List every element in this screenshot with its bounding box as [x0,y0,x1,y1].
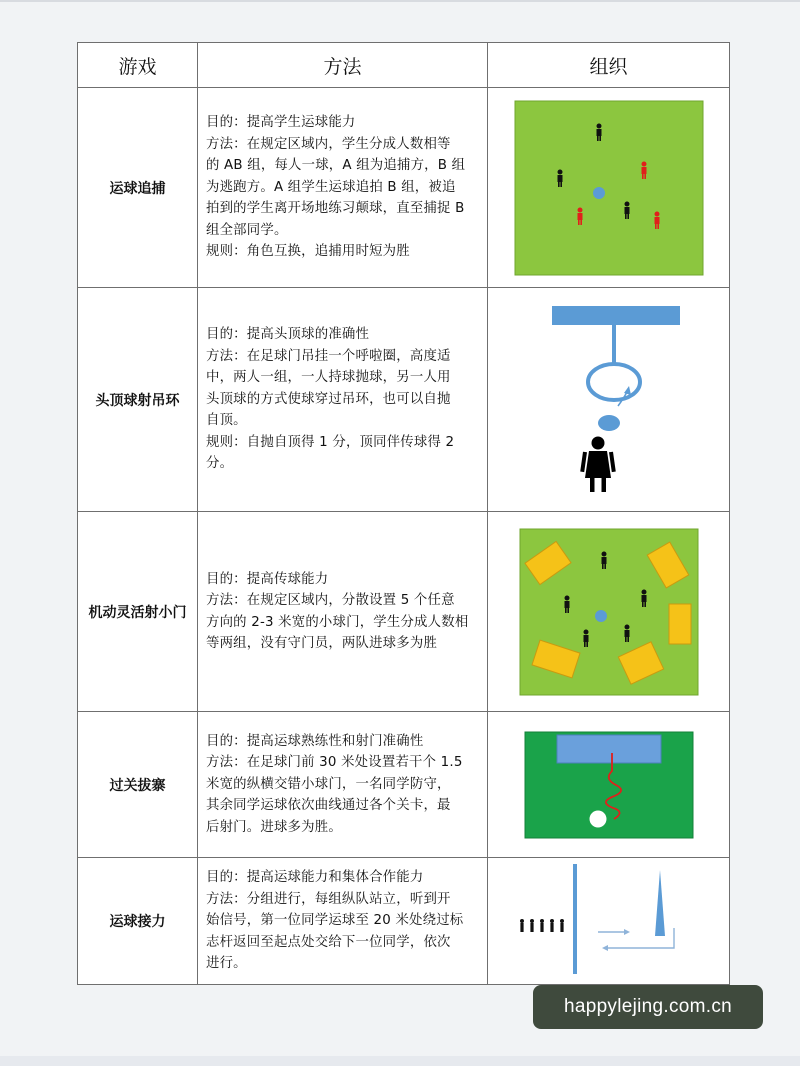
method-line: 方法：在足球门前 30 米处设置若干个 1.5 [206,755,463,771]
method-line: 自顶。 [206,413,247,429]
method-line: 目的：提高头顶球的准确性 [206,327,370,343]
method-line: 的 AB 组，每人一球，A 组为追捕方，B 组 [206,158,466,174]
method-line: 其余同学运球依次曲线通过各个关卡，最 [206,798,451,814]
organization-diagram [488,712,730,858]
organization-diagram [488,512,730,712]
method-line: 目的：提高学生运球能力 [206,115,356,131]
organization-diagram [488,858,730,985]
organization-diagram [488,288,730,512]
arrow-icon [602,945,608,951]
method-line: 方法：分组进行，每组纵队站立，听到开 [206,891,451,907]
field-diagram-chase [514,100,704,276]
method-line: 组全部同学。 [206,222,288,238]
method-line: 等两组，没有守门员，两队进球多为胜 [206,636,438,651]
header-method: 方法 [198,43,488,88]
hoop-header-diagram [534,300,684,500]
method-line: 拍到的学生离开场地练习颠球，直至捕捉 B [206,201,465,217]
field-diagram-small-goals [519,528,699,696]
table-row [78,512,730,712]
ball-icon [598,415,620,431]
goal-bar-icon [552,306,680,325]
method-line: 方向的 2-3 米宽的小球门，学生分成人数相 [206,614,469,630]
method-line: 米宽的纵横交错小球门，一名同学防守， [206,776,451,792]
method-line: 方法：在规定区域内，学生分成人数相等 [206,136,451,152]
game-method [198,512,488,712]
player-column-icon [520,919,564,932]
method-line: 后射门。进球多为胜。 [206,819,342,835]
hoop-icon [588,364,640,400]
marker-pole-icon [655,870,665,936]
game-method [198,712,488,858]
method-line: 志杆返回至起点处交给下一位同学，依次 [206,934,451,950]
method-line: 规则：自抛自顶得 1 分，顶同伴传球得 2 [206,434,455,450]
table-row [78,858,730,985]
game-name: 运球追捕 [78,88,198,288]
start-line [573,864,577,974]
header-organization: 组织 [488,43,730,88]
document-page [77,42,729,985]
arrow-icon [624,929,630,935]
game-method [198,288,488,512]
ball-icon [589,810,606,827]
relay-diagram [494,862,724,980]
game-name: 头顶球射吊环 [78,288,198,512]
game-name: 过关拔寨 [78,712,198,858]
organization-diagram [488,88,730,288]
method-line: 中，两人一组，一人持球抛球，另一人用 [206,370,451,386]
ball-icon [593,187,605,199]
game-method [198,858,488,985]
method-line: 始信号，第一位同学运球至 20 米处绕过标 [206,913,464,929]
method-line: 进行。 [206,956,247,972]
game-name: 机动灵活射小门 [78,512,198,712]
person-icon [580,436,616,492]
header-game: 游戏 [78,43,198,88]
table-row [78,712,730,858]
hoop-rope [612,325,616,363]
table-row [78,288,730,512]
top-divider [0,0,800,2]
method-line: 目的：提高运球熟练性和射门准确性 [206,733,424,749]
method-line: 方法：在规定区域内，分散设置 5 个任意 [206,593,455,608]
small-goal-icon [669,604,691,644]
method-line: 头顶球的方式使球穿过吊环，也可以自抛 [206,391,451,407]
game-method [198,88,488,288]
arrow-icon [624,386,631,395]
bottom-band [0,1056,800,1066]
table-row [78,88,730,288]
field-diagram-pass-gates [524,731,694,839]
method-line: 方法：在足球门吊挂一个呼啦圈，高度适 [206,348,451,364]
watermark-badge: happylejing.com.cn [533,985,763,1029]
method-line: 规则：角色互换，追捕用时短为胜 [206,244,410,260]
games-table [77,42,730,985]
method-line: 为逃跑方。A 组学生运球追拍 B 组，被追 [206,179,456,195]
method-line: 目的：提高运球能力和集体合作能力 [206,870,424,886]
table-header-row [78,43,730,88]
method-line: 分。 [206,456,234,472]
ball-icon [595,610,607,622]
game-name: 运球接力 [78,858,198,985]
goal-icon [557,735,661,763]
method-line: 目的：提高传球能力 [206,571,329,587]
